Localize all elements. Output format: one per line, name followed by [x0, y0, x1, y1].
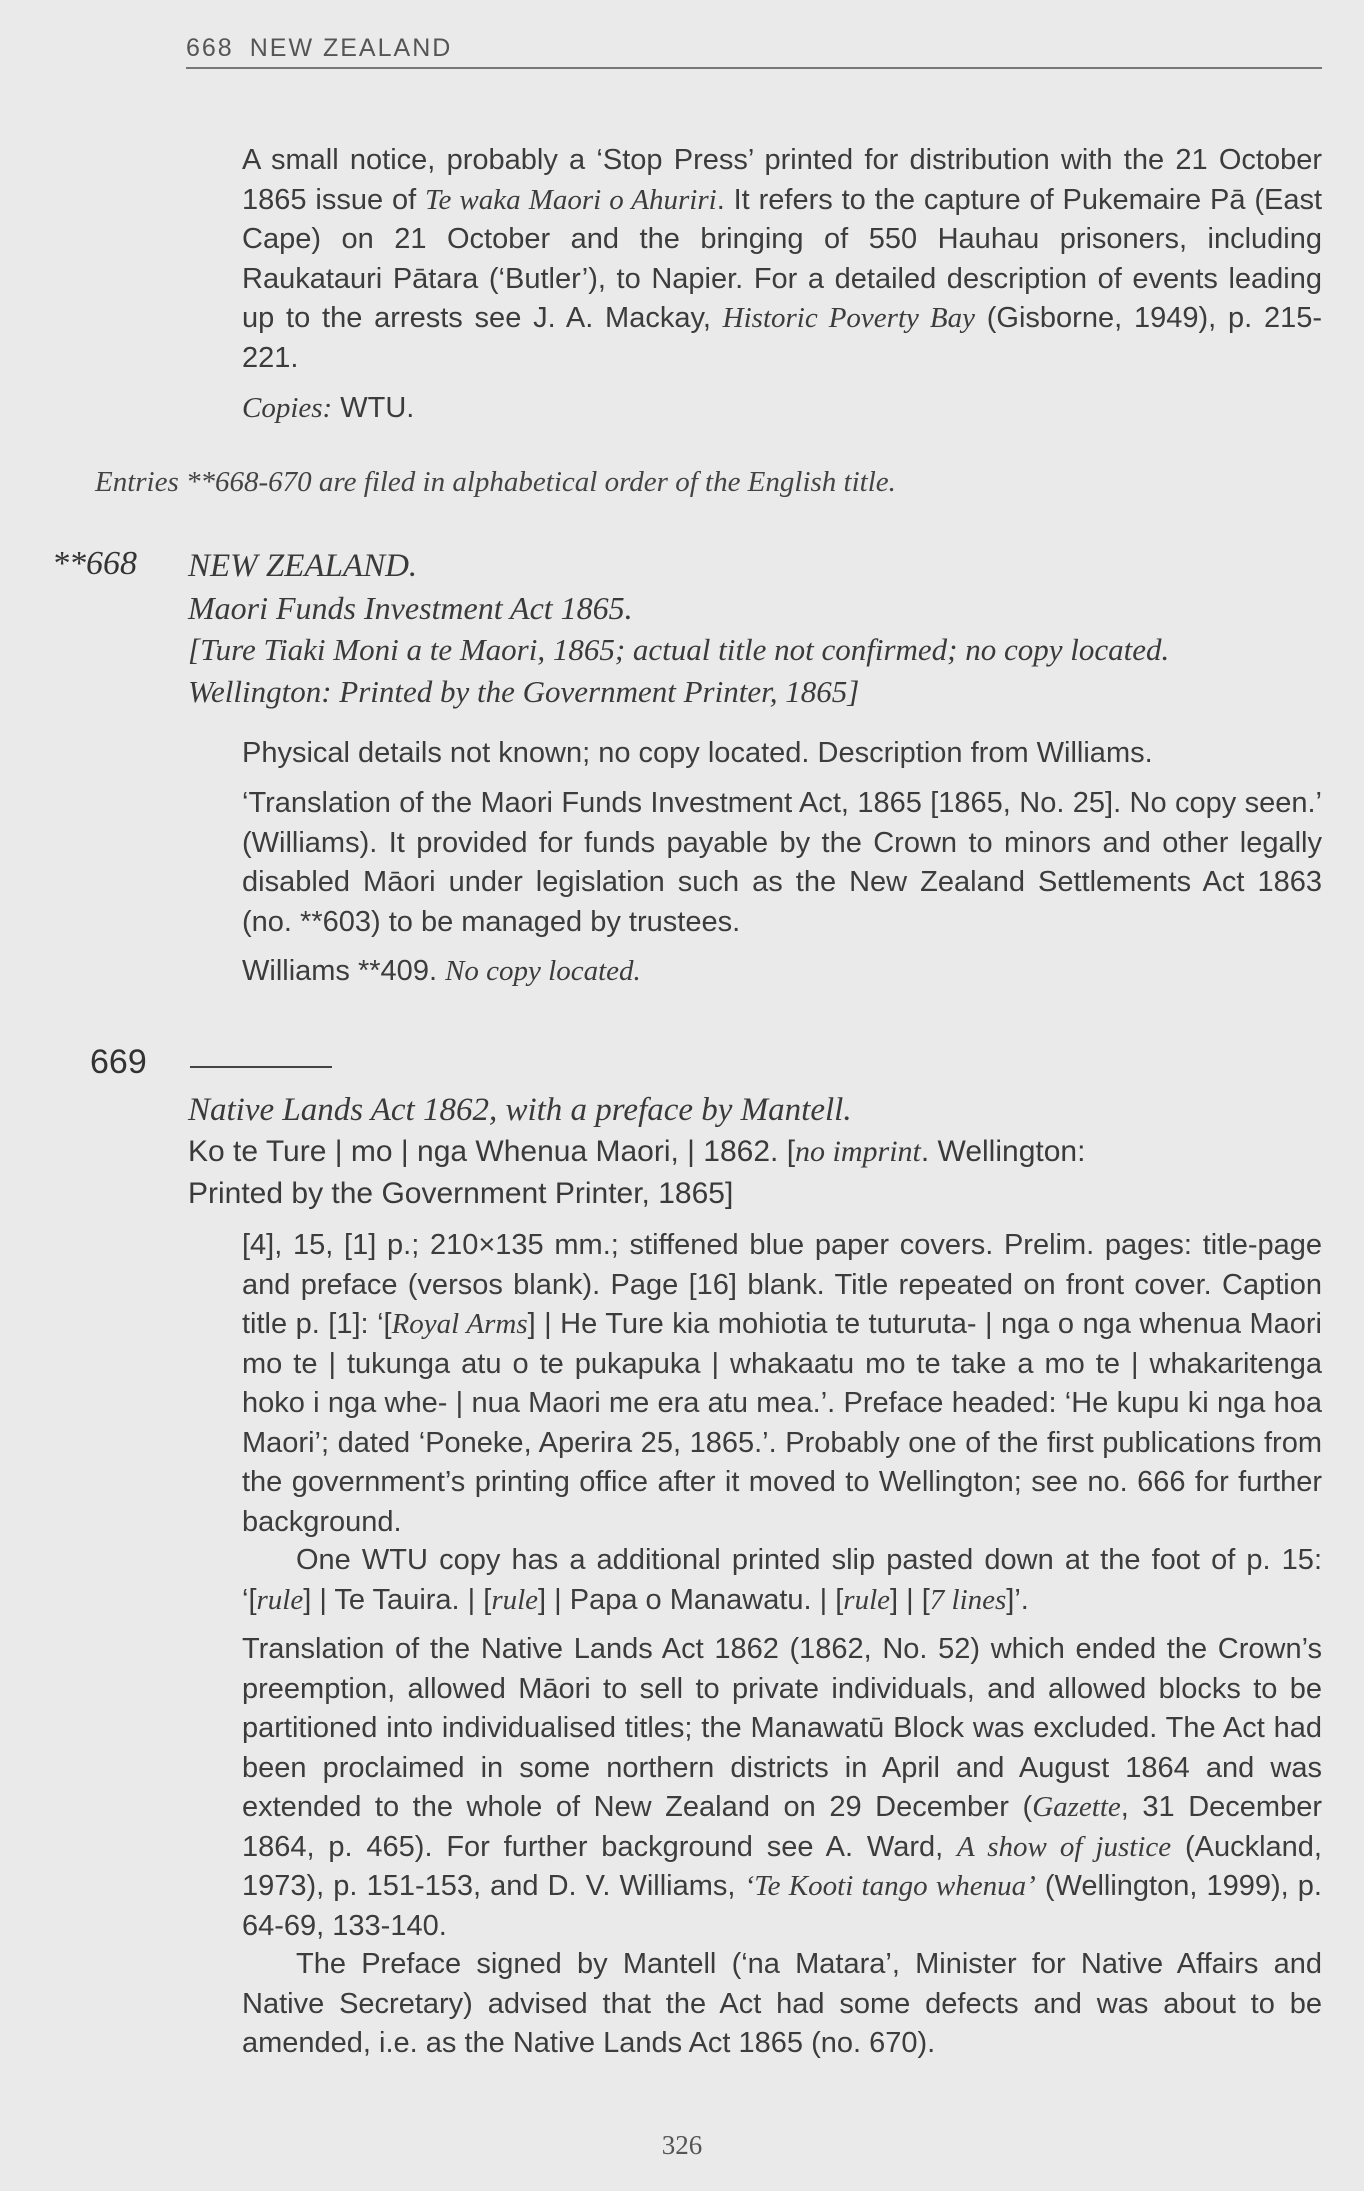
entry-number-669: 669: [90, 1043, 147, 1081]
running-head-page: 668: [186, 34, 234, 62]
entry-669-heading: [188, 1089, 1318, 1215]
entry-669-slip-note: One WTU copy has a additional printed slip pasted down at the foot of p. 15: ‘[rule] | Te Tauira. | [rule] | Papa o Manawatu. | [rule] | [7 lines]’.: [242, 1544, 1322, 1616]
entry-669-maori-title: Ko te Ture | mo | nga Whenua Maori, | 1862. [no imprint. Wellington:: [188, 1135, 1086, 1168]
entry-669-physical: [4], 15, [1] p.; 210×135 mm.; stiffened blue paper covers. Prelim. pages: title-page and preface (versos blank). Page [16] blank. Title repeated on front cover. Caption title p. [1]: ‘[Royal Arms] | He Ture kia mohiotia te tuturuta- | nga o nga whenua Maori mo te | tukunga atu o te pukapuka | whakaatu mo te take a mo te | whakaritenga hoko i nga whe- | nua Maori me era atu mea.’. Preface headed: ‘He kupu ki nga hoa Maori’; dated ‘Poneke, Aperira 25, 1865.’. Probably one of the first publications from the government’s printing office after it moved to Wellington; see no. 666 for further background.: [242, 1229, 1322, 1538]
entry-668-bracket-line1: [Ture Tiaki Moni a te Maori, 1865; actual title not confirmed; no copy located.: [188, 632, 1170, 667]
entry-number-668: **668: [52, 545, 137, 582]
entry-668-heading: [188, 545, 1318, 713]
entry-668-bracket-line2: Wellington: Printed by the Government Printer, 1865]: [188, 674, 860, 709]
entry-669-title: Native Lands Act 1862, with a preface by Mantell.: [188, 1092, 852, 1128]
author-repeat-rule: [190, 1066, 332, 1068]
prev-entry-description: A small notice, probably a ‘Stop Press’ printed for distribution with the 21 October 1865 issue of Te waka Maori o Ahuriri. It refers to the capture of Pukemaire Pā (East Cape) on 21 October and the bringing of 550 Hauhau prisoners, including Raukatauri Pātara (‘Butler’), to Napier. For a detailed description of events leading up to the arrests see J. A. Mackay, Historic Poverty Bay (Gisborne, 1949), p. 215-221.: [242, 144, 1323, 374]
running-head: [186, 34, 1322, 69]
running-head-title: NEW ZEALAND: [249, 34, 453, 62]
entry-668-reference: Williams **409. No copy located.: [242, 955, 641, 987]
entry-669-imprint: Printed by the Government Printer, 1865]: [188, 1177, 734, 1210]
entry-669-preface-note: The Preface signed by Mantell (‘na Matara’, Minister for Native Affairs and Native Secretary) advised that the Act had some defects and was about to be amended, i.e. as the Native Lands Act 1865 (no. 670).: [242, 1948, 1322, 2059]
page-number: 326: [661, 2130, 703, 2160]
prev-entry-copies: Copies: WTU.: [242, 392, 415, 424]
entry-668-note: ‘Translation of the Maori Funds Investment Act, 1865 [1865, No. 25]. No copy seen.’ (Williams). It provided for funds payable by the Crown to minors and other legally disabled Māori under legislation such as the New Zealand Settlements Act 1863 (no. **603) to be managed by trustees.: [242, 787, 1322, 938]
filed-note: Entries **668-670 are filed in alphabetical order of the English title.: [95, 466, 896, 498]
entry-669-translation-note: Translation of the Native Lands Act 1862 (1862, No. 52) which ended the Crown’s preemption, allowed Māori to sell to private individuals, and allowed blocks to be partitioned into individualised titles; the Manawatū Block was excluded. The Act had been proclaimed in some northern districts in April and August 1864 and was extended to the whole of New Zealand on 29 December (Gazette, 31 December 1864, p. 465). For further background see A. Ward, A show of justice (Auckland, 1973), p. 151-153, and D. V. Williams, ‘Te Kooti tango whenua’ (Wellington, 1999), p. 64-69, 133-140.: [242, 1633, 1322, 1942]
entry-668-title: Maori Funds Investment Act 1865.: [188, 590, 633, 626]
entry-668-physical: Physical details not known; no copy located. Description from Williams.: [242, 737, 1153, 769]
entry-668-author: NEW ZEALAND.: [188, 548, 418, 584]
